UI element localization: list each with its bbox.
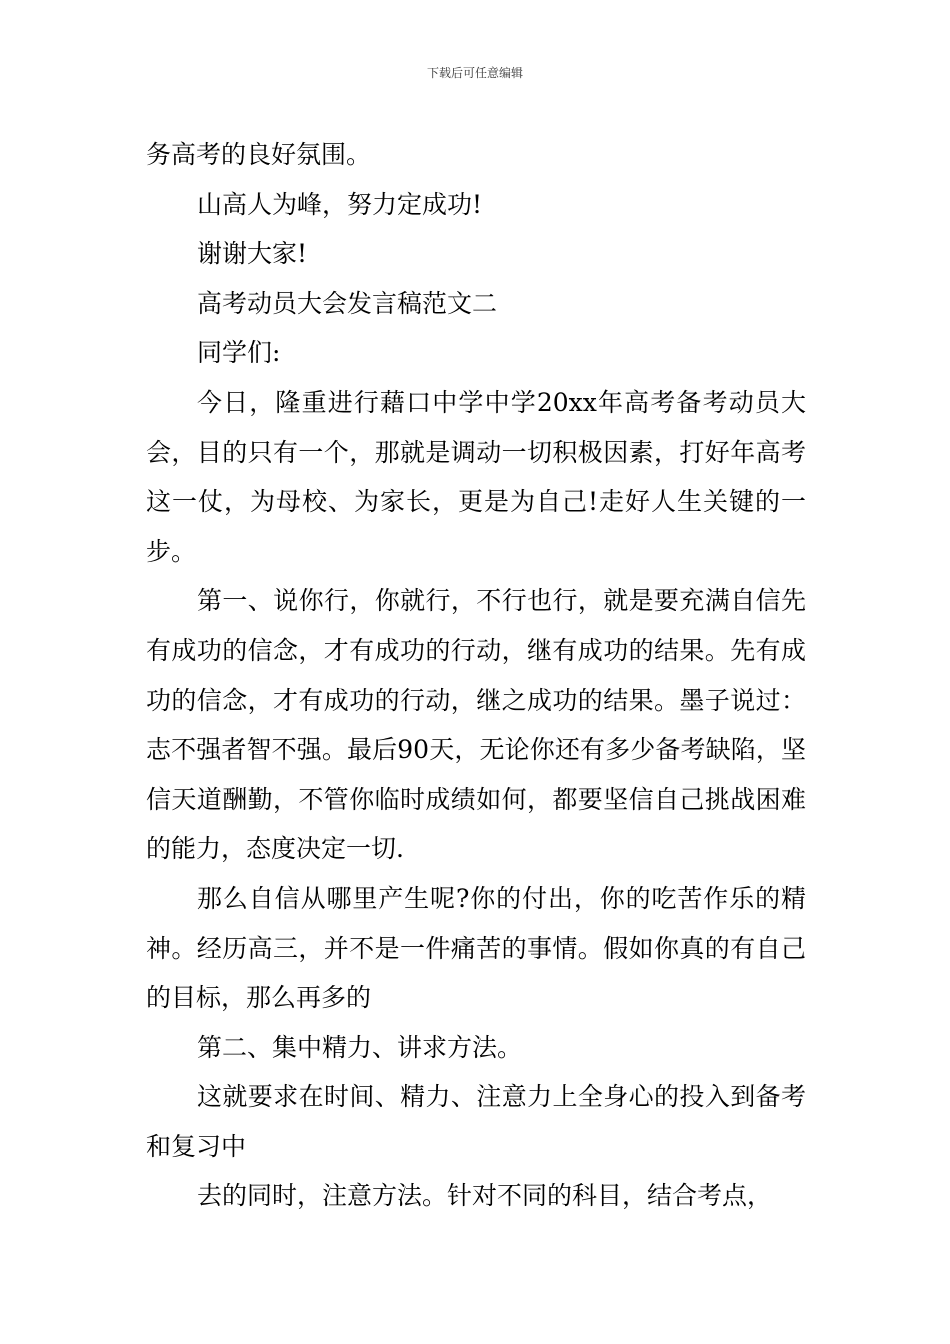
paragraph-focus: 这就要求在时间、精力、注意力上全身心的投入到备考和复习中: [146, 1082, 806, 1161]
paragraph-method: 去的同时，注意方法。针对不同的科目，结合考点，: [197, 1181, 773, 1211]
section-title: 高考动员大会发言稿范文二: [197, 288, 498, 318]
paragraph-point-one: 第一、说你行，你就行，不行也行，就是要充满自信先有成功的信念，才有成功的行动，继有成功的结果。先有成功的信念，才有成功的行动，继之成功的结果。墨子说过：志不强者智不强。最后90天，无论你还有多少备考缺陷，坚信天道酬勤，不管你临时成绩如何，都要坚信自己挑战困难的能力，态度决定一切.: [146, 586, 806, 864]
paragraph-salutation: 同学们:: [197, 338, 281, 368]
paragraph-thanks: 谢谢大家!: [197, 239, 308, 269]
paragraph-continuation: 务高考的良好氛围。: [146, 140, 372, 169]
paragraph-slogan: 山高人为峰，努力定成功!: [197, 189, 483, 219]
page-header-note: 下载后可任意编辑: [426, 66, 523, 80]
document-body: [146, 130, 806, 1221]
paragraph-confidence: 那么自信从哪里产生呢?你的付出，你的吃苦作乐的精神。经历高三，并不是一件痛苦的事情。假如你真的有自己的目标，那么再多的: [146, 883, 806, 1013]
paragraph-intro: 今日，隆重进行藉口中学中学20xx年高考备考动员大会，目的只有一个，那就是调动一切积极因素，打好年高考这一仗，为母校、为家长，更是为自己!走好人生关键的一步。: [146, 387, 806, 566]
paragraph-point-two: 第二、集中精力、讲求方法。: [197, 1032, 523, 1062]
